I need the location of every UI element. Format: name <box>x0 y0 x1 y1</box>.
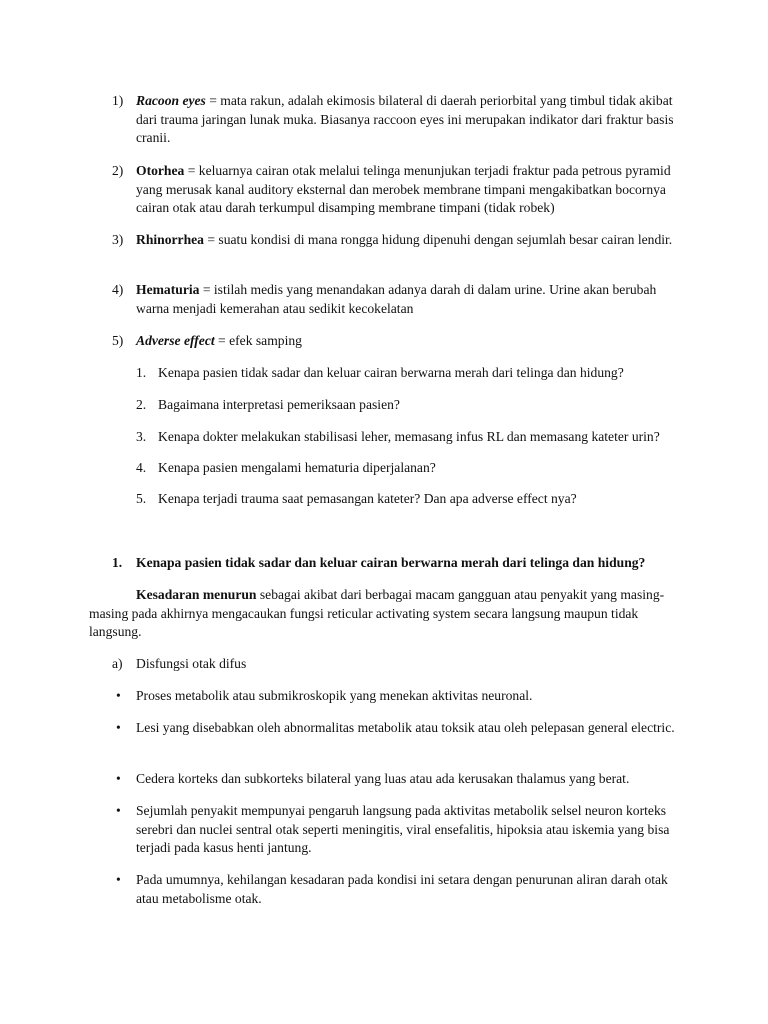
bullet-item <box>116 802 682 858</box>
list-number: 2. <box>136 397 147 412</box>
list-number: 4) <box>112 282 124 297</box>
question-text: Kenapa dokter melakukan stabilisasi leher, memasang infus RL dan memasang kateter urin? <box>158 429 660 444</box>
list-number: 4. <box>136 460 147 475</box>
list-number: a) <box>112 656 123 671</box>
list-number: 1. <box>136 365 147 380</box>
bullet-text: Proses metabolik atau submikroskopik yang menekan aktivitas neuronal. <box>136 688 533 703</box>
intro-paragraph <box>89 586 679 642</box>
definition-text <box>136 332 682 351</box>
definition-item <box>112 162 682 218</box>
definition-term: Rhinorrhea <box>136 232 204 247</box>
bullet-text: Pada umumnya, kehilangan kesadaran pada kondisi ini setara dengan penurunan aliran darah otak atau metabolisme otak. <box>136 872 668 906</box>
definition-term: Racoon eyes <box>136 93 206 108</box>
bullet-icon: • <box>116 688 121 703</box>
sub-list-item <box>112 655 682 674</box>
bullet-text: Cedera korteks dan subkorteks bilateral yang luas atau ada kerusakan thalamus yang berat. <box>136 771 630 786</box>
definition-text <box>136 162 682 218</box>
bullet-item <box>116 719 682 738</box>
definition-text <box>136 231 682 250</box>
list-number: 5. <box>136 491 147 506</box>
question-item <box>136 364 696 383</box>
sub-list-text: Disfungsi otak difus <box>136 656 247 671</box>
bullet-icon: • <box>116 872 121 887</box>
list-number: 1. <box>112 555 123 570</box>
bullet-icon: • <box>116 720 121 735</box>
bullet-item <box>116 770 682 789</box>
list-number: 3. <box>136 429 147 444</box>
definition-body: = istilah medis yang menandakan adanya darah di dalam urine. Urine akan berubah warna menjadi kemerahan atau sedikit kecokelatan <box>136 282 657 316</box>
list-number: 1) <box>112 93 124 108</box>
definition-body: = efek samping <box>214 333 302 348</box>
definition-item <box>112 231 682 250</box>
intro-bold-term: Kesadaran menurun <box>136 587 257 602</box>
definition-body: = mata rakun, adalah ekimosis bilateral di daerah periorbital yang timbul tidak akibat dari trauma jaringan lunak muka. Biasanya raccoon eyes ini merupakan indikator dari fraktur basis cranii. <box>136 93 674 145</box>
bullet-text: Lesi yang disebabkan oleh abnormalitas metabolik atau toksik atau oleh pelepasan general electric. <box>136 720 675 735</box>
definition-body: = keluarnya cairan otak melalui telinga menunjukan terjadi fraktur pada petrous pyramid yang merusak kanal auditory eksternal dan merobek membrane timpani mengakibatkan bocornya cairan otak atau darah terkumpul disamping membrane timpani (tidak robek) <box>136 163 671 215</box>
definition-item <box>112 281 682 318</box>
definition-text <box>136 92 682 148</box>
definition-term: Otorhea <box>136 163 185 178</box>
question-item <box>136 490 696 509</box>
question-text: Kenapa pasien tidak sadar dan keluar cairan berwarna merah dari telinga dan hidung? <box>158 365 624 380</box>
bullet-icon: • <box>116 803 121 818</box>
list-number: 3) <box>112 232 124 247</box>
bullet-text: Sejumlah penyakit mempunyai pengaruh langsung pada aktivitas metabolik selsel neuron korteks serebri dan nuclei sentral otak seperti meningitis, viral ensefalitis, hipoksia atau iskemia yang bisa terjadi pada kasus henti jantung. <box>136 803 670 855</box>
definition-text <box>136 281 682 318</box>
question-item <box>136 428 696 447</box>
list-number: 5) <box>112 333 124 348</box>
bullet-icon: • <box>116 771 121 786</box>
section-heading-text: Kenapa pasien tidak sadar dan keluar cairan berwarna merah dari telinga dan hidung? <box>136 555 646 570</box>
definition-item <box>112 332 682 351</box>
bullet-item <box>116 687 682 706</box>
question-item <box>136 459 696 478</box>
intro-body: sebagai akibat dari berbagai macam gangguan atau penyakit yang masing-masing pada akhirnya mengacaukan fungsi reticular activating system secara langsung maupun tidak langsung. <box>89 587 665 639</box>
section-heading <box>112 554 692 573</box>
question-text: Bagaimana interpretasi pemeriksaan pasien? <box>158 397 400 412</box>
bullet-item <box>116 871 682 908</box>
definition-term: Adverse effect <box>136 333 215 348</box>
definition-item <box>112 92 682 148</box>
definition-body: = suatu kondisi di mana rongga hidung dipenuhi dengan sejumlah besar cairan lendir. <box>203 232 673 247</box>
definition-term: Hematuria <box>136 282 200 297</box>
question-text: Kenapa pasien mengalami hematuria diperjalanan? <box>158 460 436 475</box>
question-text: Kenapa terjadi trauma saat pemasangan kateter? Dan apa adverse effect nya? <box>158 491 577 506</box>
list-number: 2) <box>112 163 124 178</box>
question-item <box>136 396 696 415</box>
